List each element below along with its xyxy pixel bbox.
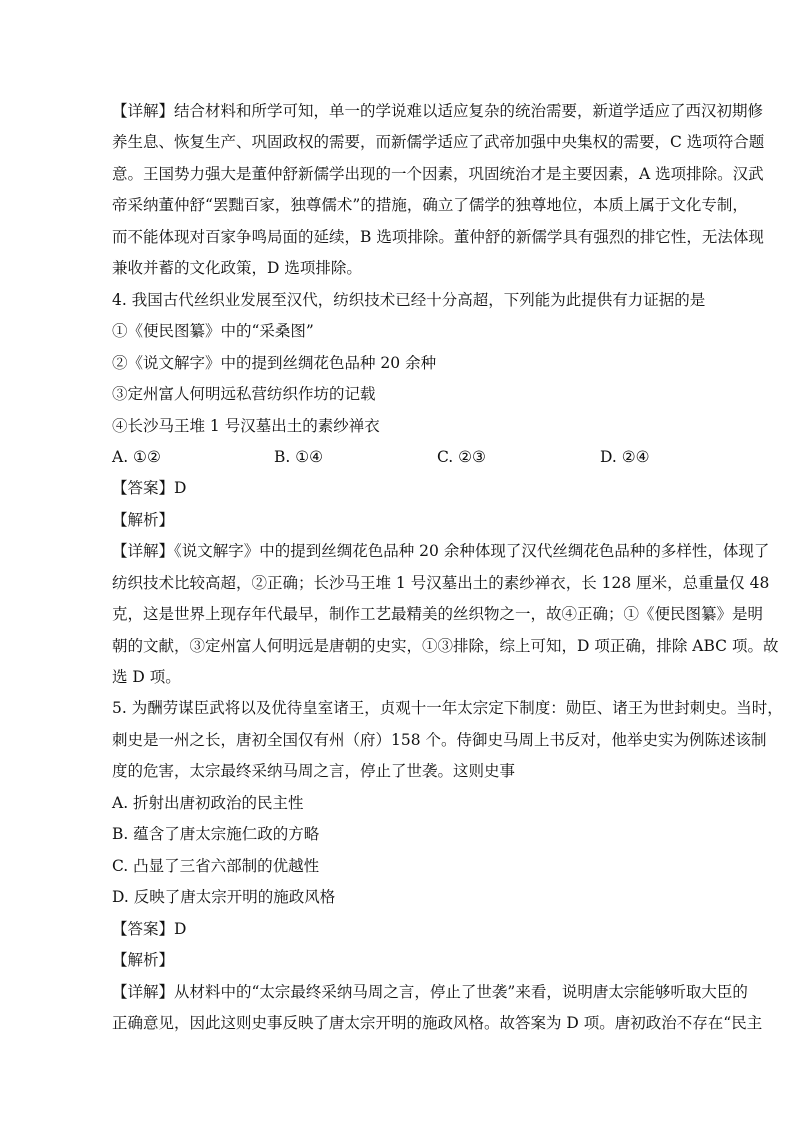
option-d: D. 反映了唐太宗开明的施政风格 <box>112 888 336 906</box>
explanation-line: 意。王国势力强大是董仲舒新儒学出现的一个因素，巩固统治才是主要因素，A 选项排除。汉武 <box>112 165 764 183</box>
explanation-line: 养生息、恢复生产、巩固政权的需要，而新儒学适应了武帝加强中央集权的需要，C 选项符合题 <box>112 133 765 151</box>
option-d: D. ②④ <box>600 448 650 466</box>
question-4-item: ②《说文解字》中的提到丝绸花色品种 20 余种 <box>112 354 437 372</box>
analysis-line: 【详解】从材料中的“太宗最终采纳马周之言，停止了世袭”来看，说明唐太宗能够听取大臣的 <box>112 983 748 1001</box>
explanation-line: 兼收并蓄的文化政策，D 选项排除。 <box>112 259 362 277</box>
option-c: C. 凸显了三省六部制的优越性 <box>112 857 320 875</box>
question-4-stem: 4. 我国古代丝织业发展至汉代，纺织技术已经十分高超，下列能为此提供有力证据的是 <box>112 291 706 309</box>
analysis-line: 【详解】《说文解字》中的提到丝绸花色品种 20 余种体现了汉代丝绸花色品种的多样性，体现了 <box>112 542 770 560</box>
option-b: B. 蕴含了唐太宗施仁政的方略 <box>112 825 320 843</box>
question-4-item: ①《便民图纂》中的“采桑图” <box>112 322 314 340</box>
analysis-line: 朝的文献，③定州富人何明远是唐朝的史实，①③排除，综上可知，D 项正确，排除 ABC 项。故 <box>112 637 779 655</box>
option-a: A. ①② <box>112 448 161 466</box>
explanation-line: 而不能体现对百家争鸣局面的延续，B 选项排除。董仲舒的新儒学具有强烈的排它性，无法体现 <box>112 228 764 246</box>
explanation-line: 【详解】结合材料和所学可知，单一的学说难以适应复杂的统治需要，新道学适应了西汉初期修 <box>112 102 764 120</box>
analysis-line: 纺织技术比较高超，②正确；长沙马王堆 1 号汉墓出土的素纱禅衣，长 128 厘米，总重量仅 48 <box>112 574 770 592</box>
analysis-line: 正确意见，因此这则史事反映了唐太宗开明的施政风格。故答案为 D 项。唐初政治不存在“民主 <box>112 1014 763 1032</box>
question-4-answer: 【答案】D <box>112 479 187 497</box>
question-5-stem: 5. 为酬劳谋臣武将以及优待皇室诸王，贞观十一年太宗定下制度：勋臣、诸王为世封刺史。当时， <box>112 699 783 717</box>
option-a: A. 折射出唐初政治的民主性 <box>112 794 304 812</box>
question-4-item: ③定州富人何明远私营纺织作坊的记载 <box>112 385 376 403</box>
option-b: B. ①④ <box>274 448 324 466</box>
analysis-line: 选 D 项。 <box>112 668 181 686</box>
question-5-answer: 【答案】D <box>112 920 187 938</box>
question-5-stem: 刺史是一州之长，唐初全国仅有州（府）158 个。侍御史马周上书反对，他举史实为例陈述该制 <box>112 731 767 749</box>
question-5-stem: 度的危害，太宗最终采纳马周之言，停止了世袭。这则史事 <box>112 762 516 780</box>
analysis-line: 克，这是世界上现存年代最早，制作工艺最精美的丝织物之一，故④正确；①《便民图纂》是明 <box>112 605 764 623</box>
question-5-analysis-title: 【解析】 <box>112 951 175 969</box>
option-c: C. ②③ <box>437 448 486 466</box>
question-4-analysis-title: 【解析】 <box>112 511 175 529</box>
question-4-item: ④长沙马王堆 1 号汉墓出土的素纱禅衣 <box>112 417 380 435</box>
explanation-line: 帝采纳董仲舒“罢黜百家，独尊儒术”的措施，确立了儒学的独尊地位，本质上属于文化专制， <box>112 196 748 214</box>
